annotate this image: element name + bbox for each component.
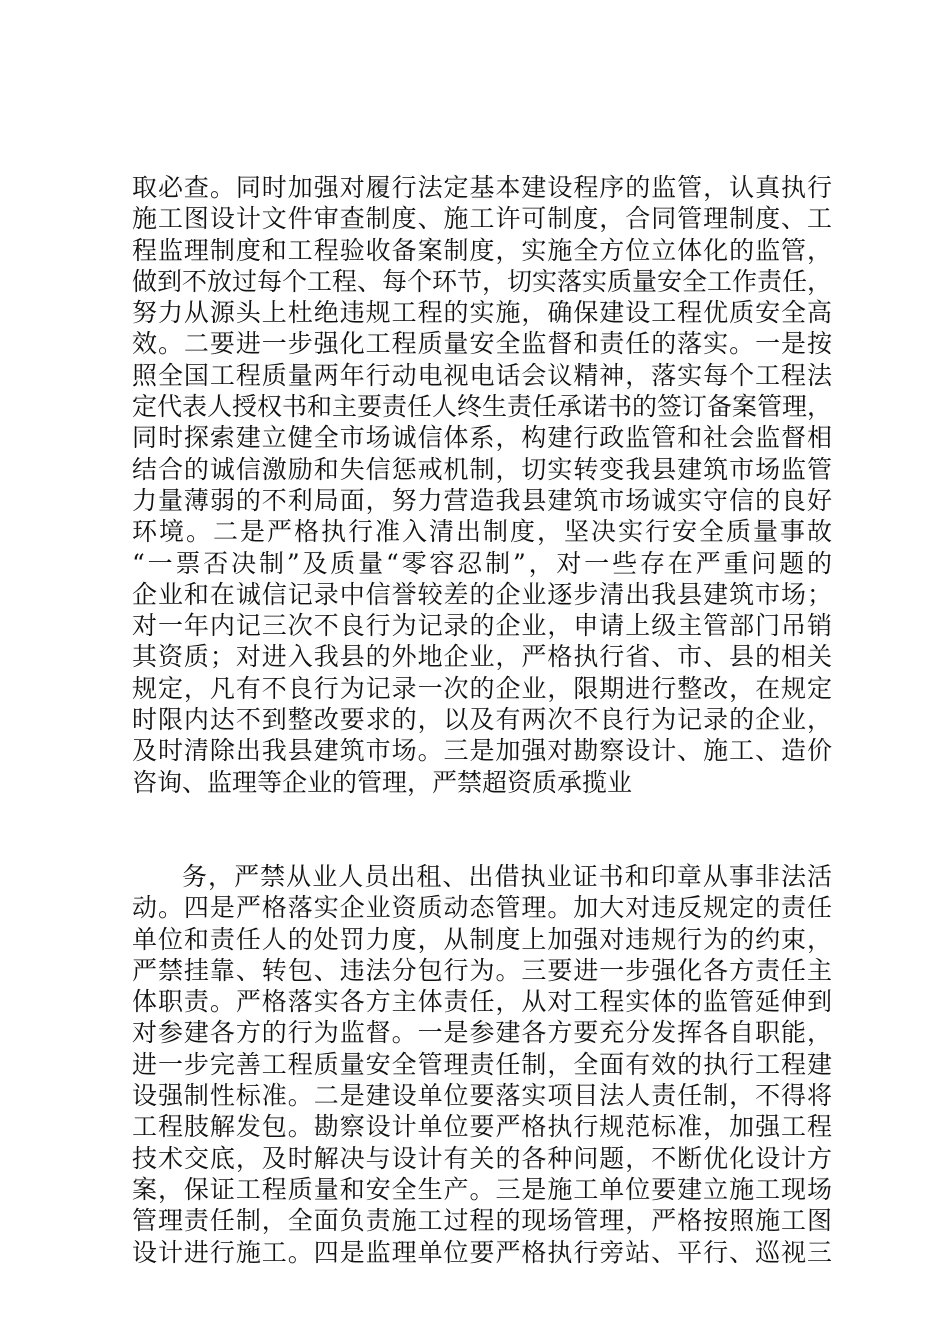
text-line: 案，保证工程质量和安全生产。三是施工单位要建立施工现场 — [132, 1174, 832, 1204]
text-line: 力量薄弱的不利局面，努力营造我县建筑市场诚实守信的良好 — [132, 485, 832, 515]
text-line: “一票否决制”及质量“零容忍制”，对一些存在严重问题的 — [132, 548, 832, 578]
text-line: 对一年内记三次不良行为记录的企业，申请上级主管部门吊销 — [132, 611, 832, 641]
text-line: 结合的诚信激励和失信惩戒机制，切实转变我县建筑市场监管 — [132, 454, 832, 484]
text-line: 管理责任制，全面负责施工过程的现场管理，严格按照施工图 — [132, 1206, 832, 1236]
text-line: 照全国工程质量两年行动电视电话会议精神，落实每个工程法 — [132, 360, 832, 390]
text-line: 动。四是严格落实企业资质动态管理。加大对违反规定的责任 — [132, 893, 832, 923]
body-paragraph-1 — [132, 172, 832, 798]
text-line: 效。二要进一步强化工程质量安全监督和责任的落实。一是按 — [132, 329, 832, 359]
text-line: 设强制性标准。二是建设单位要落实项目法人责任制，不得将 — [132, 1081, 832, 1111]
text-line: 及时清除出我县建筑市场。三是加强对勘察设计、施工、造价 — [132, 736, 832, 766]
text-line: 程监理制度和工程验收备案制度，实施全方位立体化的监管， — [132, 235, 832, 265]
text-line: 做到不放过每个工程、每个环节，切实落实质量安全工作责任， — [132, 266, 833, 296]
text-line: 严禁挂靠、转包、违法分包行为。三要进一步强化各方责任主 — [132, 955, 832, 985]
text-line: 规定，凡有不良行为记录一次的企业，限期进行整改，在规定 — [132, 673, 832, 703]
text-line: 取必查。同时加强对履行法定基本建设程序的监管，认真执行 — [132, 173, 832, 202]
body-paragraph-2 — [132, 861, 832, 1268]
text-line: 努力从源头上杜绝违规工程的实施，确保建设工程优质安全高 — [132, 298, 832, 328]
text-line: 咨询、监理等企业的管理，严禁超资质承揽业 — [132, 767, 633, 797]
text-line: 其资质；对进入我县的外地企业，严格执行省、市、县的相关 — [132, 642, 832, 672]
text-line: 施工图设计文件审查制度、施工许可制度，合同管理制度、工 — [132, 204, 832, 234]
text-line: 同时探索建立健全市场诚信体系，构建行政监管和社会监督相 — [132, 423, 832, 453]
text-line: 技术交底，及时解决与设计有关的各种问题，不断优化设计方 — [132, 1143, 832, 1173]
text-line: 定代表人授权书和主要责任人终生责任承诺书的签订备案管理， — [132, 392, 833, 422]
text-line: 单位和责任人的处罚力度，从制度上加强对违规行为的约束， — [132, 924, 832, 954]
text-line: 进一步完善工程质量安全管理责任制，全面有效的执行工程建 — [132, 1049, 832, 1079]
text-line: 对参建各方的行为监督。一是参建各方要充分发挥各自职能， — [132, 1018, 832, 1048]
text-line: 工程肢解发包。勘察设计单位要严格执行规范标准，加强工程 — [132, 1112, 832, 1142]
text-line: 务，严禁从业人员出租、出借执业证书和印章从事非法活 — [182, 862, 832, 891]
text-line: 时限内达不到整改要求的，以及有两次不良行为记录的企业， — [132, 705, 832, 735]
text-line: 环境。二是严格执行准入清出制度，坚决实行安全质量事故 — [132, 517, 832, 547]
text-line: 体职责。严格落实各方主体责任，从对工程实体的监管延伸到 — [132, 987, 832, 1017]
text-line: 设计进行施工。四是监理单位要严格执行旁站、平行、巡视三 — [132, 1237, 832, 1267]
text-line: 企业和在诚信记录中信誉较差的企业逐步清出我县建筑市场； — [132, 579, 832, 609]
